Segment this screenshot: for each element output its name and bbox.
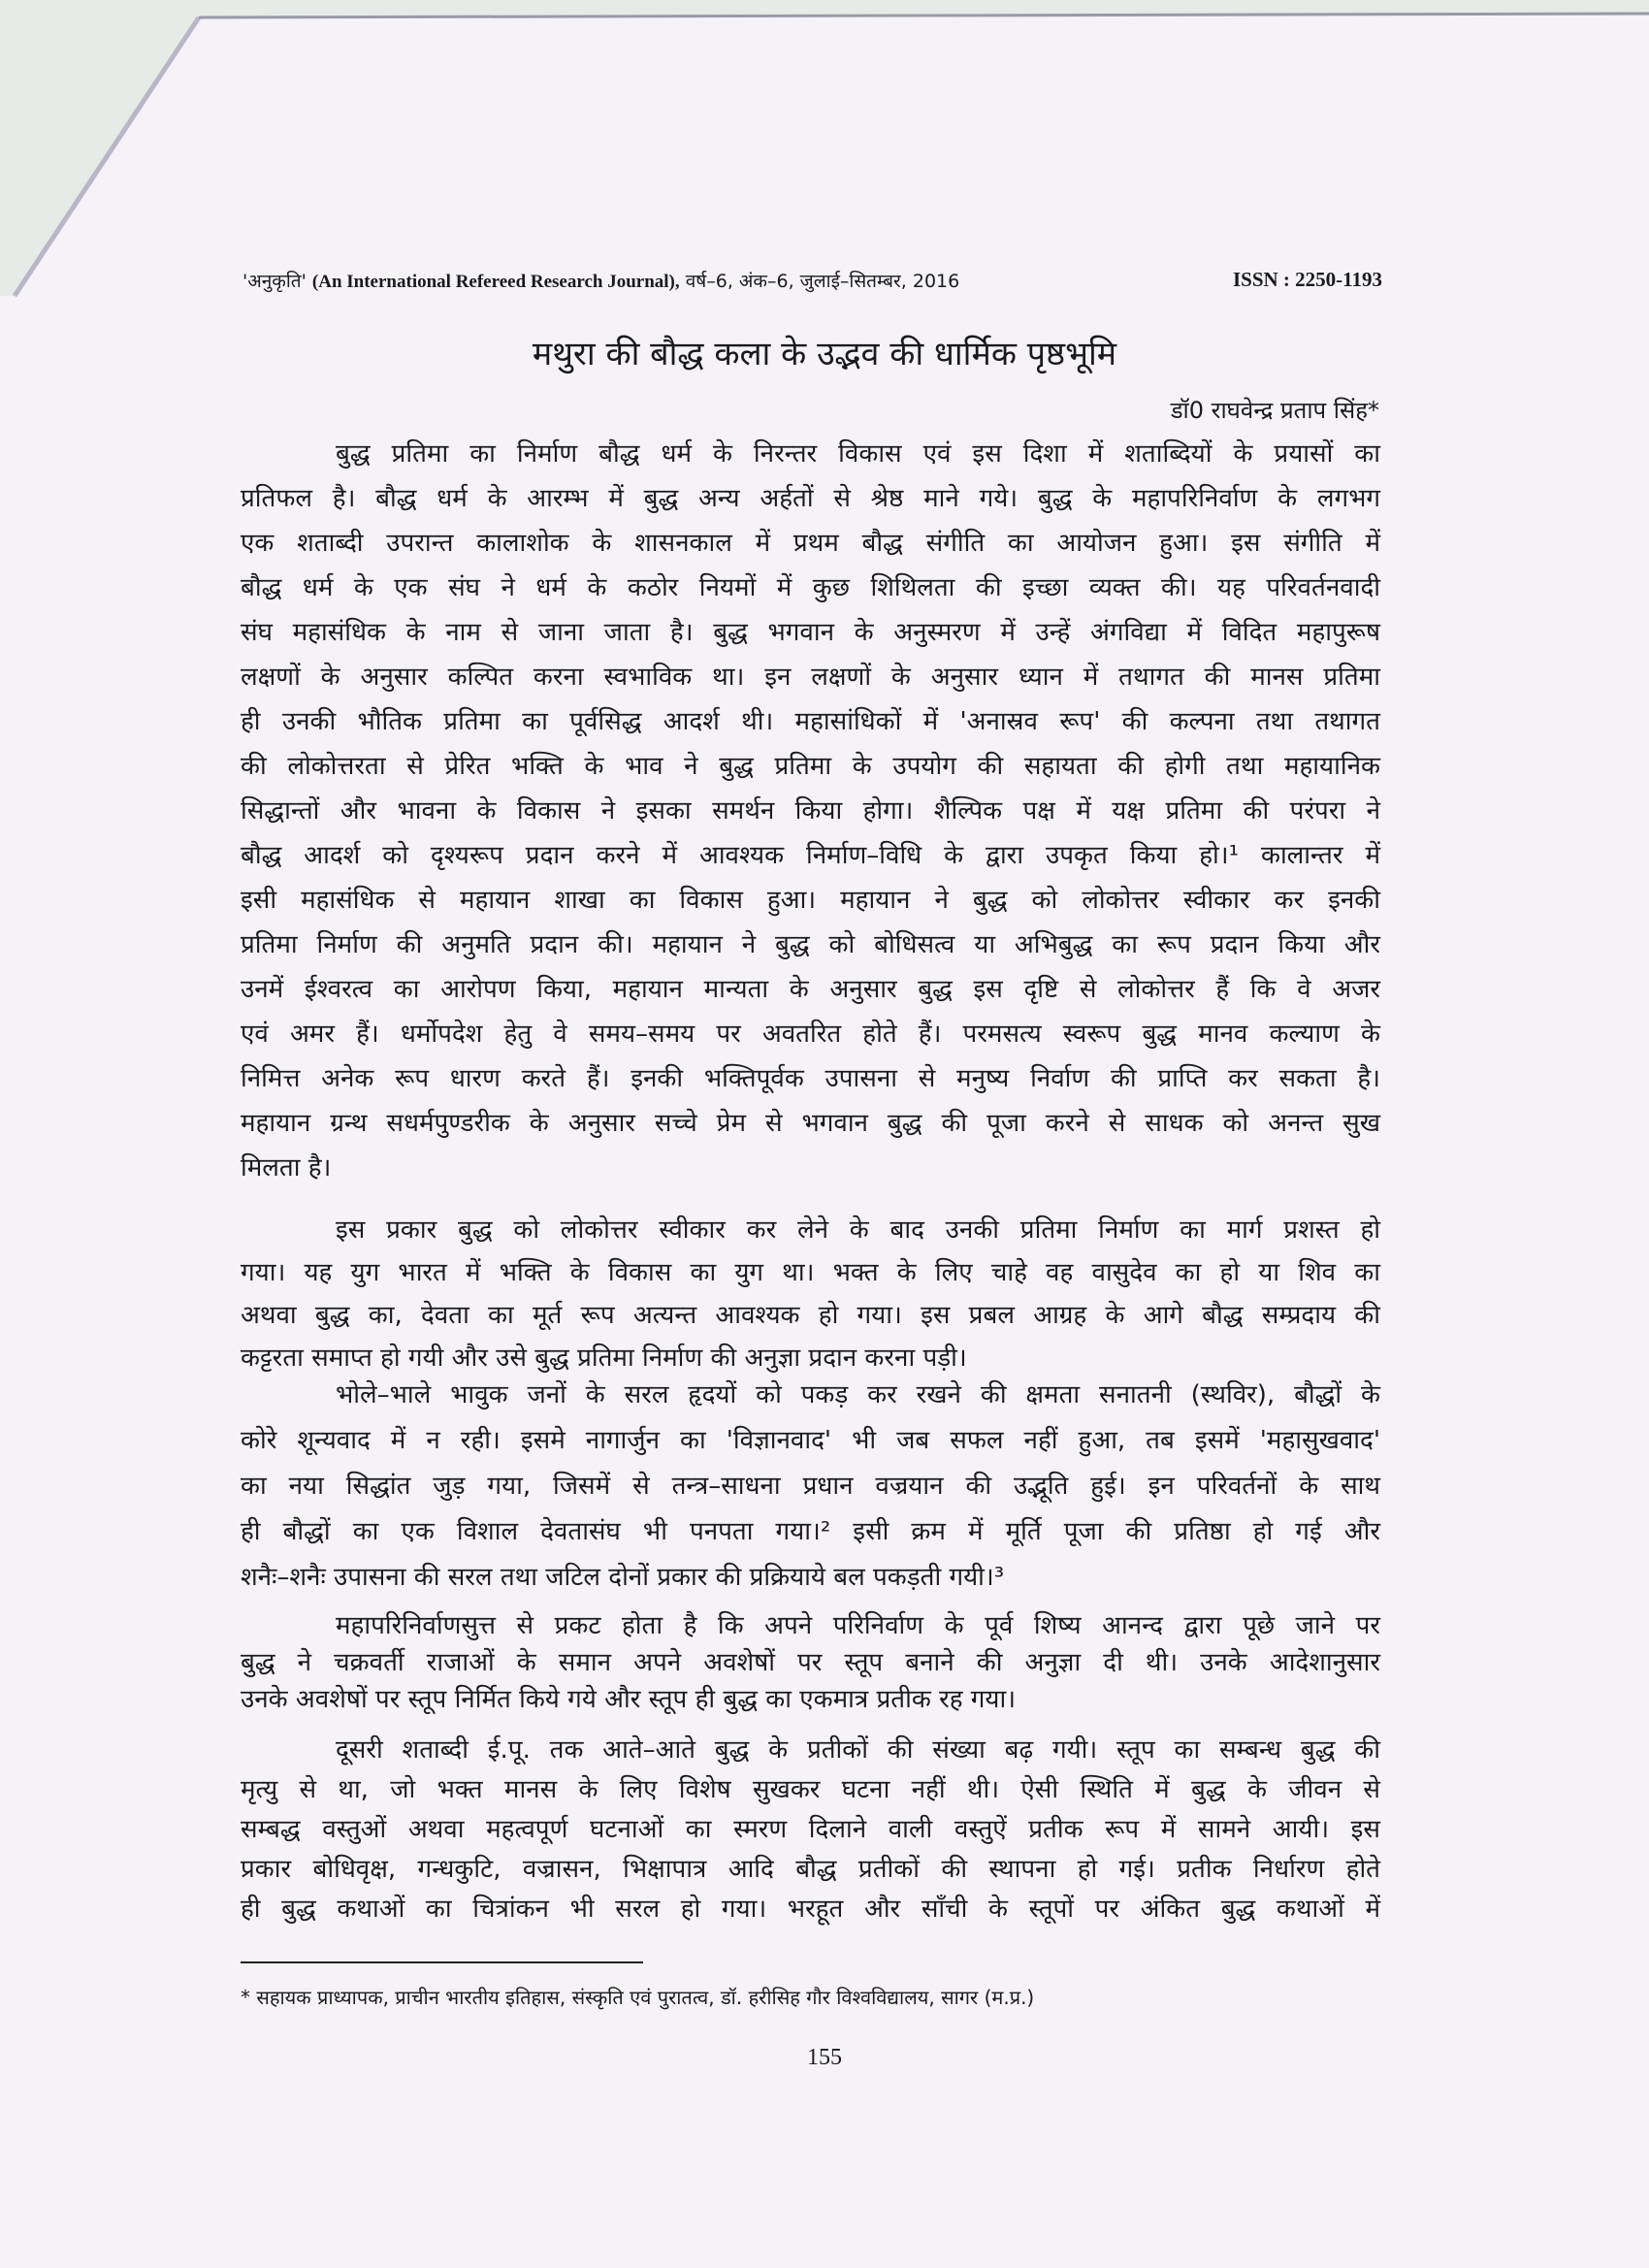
text-line: महापरिनिर्वाणसुत्त से प्रकट होता है कि अपने परिनिर्वाण के पूर्व शिष्य आनन्द द्वारा पूछे जाने पर	[336, 1611, 1380, 1640]
article-title: मथुरा की बौद्ध कला के उद्भव की धार्मिक पृष्ठभूमि	[532, 335, 1117, 373]
text-line: मिलता है।	[241, 1153, 332, 1183]
text-line: शनैः–शनैः उपासना की सरल तथा जटिल दोनों प्रकार की प्रक्रियाये बल पकड़ती गयी।³	[241, 1563, 1005, 1592]
text-line: लक्षणों के अनुसार कल्पित करना स्वभाविक था। इन लक्षणों के अनुसार ध्यान में तथागत की मानस प्रतिमा	[241, 663, 1380, 692]
text-line: दूसरी शताब्दी ई.पू. तक आते–आते बुद्ध के प्रतीकों की संख्या बढ़ गयी। स्तूप का सम्बन्ध बुद्ध की	[336, 1735, 1380, 1765]
text-line: प्रतिमा निर्माण की अनुमति प्रदान की। महायान ने बुद्ध को बोधिसत्व या अभिबुद्ध का रूप प्रदान किया और	[241, 930, 1380, 959]
paragraph-2	[241, 1209, 1380, 1379]
text-line: संघ महासंधिक के नाम से जाना जाता है। बुद्ध भगवान के अनुस्मरण में उन्हें अंगविद्या में विदित महापुरूष	[241, 618, 1380, 647]
text-line: कट्टरता समाप्त हो गयी और उसे बुद्ध प्रतिमा निर्माण की अनुज्ञा प्रदान करना पड़ी।	[241, 1344, 967, 1373]
journal-name-english: (An International Refereed Research Journal),	[311, 272, 680, 292]
text-line: उनके अवशेषों पर स्तूप निर्मित किये गये और स्तूप ही बुद्ध का एकमात्र प्रतीक रह गया।	[241, 1685, 1017, 1714]
text-line: बुद्ध ने चक्रवर्ती राजाओं के समान अपने अवशेषों पर स्तूप बनाने की अनुज्ञा दी थी। उनके आदेशानुसार	[241, 1648, 1380, 1677]
journal-header	[242, 268, 1382, 293]
text-line: प्रतिफल है। बौद्ध धर्म के आरम्भ में बुद्ध अन्य अर्हतों से श्रेष्ठ माने गये। बुद्ध के महापरिनिर्वाण के लगभग	[241, 484, 1380, 513]
text-line: बौद्ध धर्म के एक संघ ने धर्म के कठोर नियमों में कुछ शिथिलता की इच्छा व्यक्त की। यह परिवर्तनवादी	[241, 573, 1380, 602]
text-line: ही बुद्ध कथाओं का चित्रांकन भी सरल हो गया। भरहूत और साँची के स्तूपों पर अंकित बुद्ध कथाओं में	[241, 1895, 1380, 1924]
footnote-divider	[241, 1961, 643, 1963]
paragraph-3	[241, 1373, 1380, 1601]
author-name: डॉ0 राघवेन्द्र प्रताप सिंह*	[1170, 397, 1379, 424]
paragraph-5	[241, 1731, 1380, 1929]
paragraph-4	[241, 1607, 1380, 1718]
text-line: उनमें ईश्वरत्व का आरोपण किया, महायान मान्यता के अनुसार बुद्ध इस दृष्टि से लोकोत्तर हैं कि वे अजर	[241, 975, 1380, 1004]
text-line: कोरे शून्यवाद में न रही। इसमे नागार्जुन का 'विज्ञानवाद' भी जब सफल नहीं हुआ, तब इसमें 'महासुखवाद'	[241, 1426, 1380, 1455]
journal-issue: वर्ष–6, अंक–6, जुलाई–सितम्बर, 2016	[685, 271, 960, 292]
text-line: का नया सिद्धांत जुड़ गया, जिसमें से तन्त्र–साधना प्रधान वज्रयान की उद्भूति हुई। इन परिवर्तनों के साथ	[241, 1472, 1380, 1501]
text-line: की लोकोत्तरता से प्रेरित भक्ति के भाव ने बुद्ध प्रतिमा के उपयोग की सहायता की होगी तथा महायानिक	[241, 752, 1380, 781]
journal-citation	[242, 268, 959, 293]
text-line: ही बौद्धों का एक विशाल देवतासंघ भी पनपता गया।² इसी क्रम में मूर्ति पूजा की प्रतिष्ठा हो गई और	[241, 1517, 1380, 1546]
text-line: भोले–भाले भावुक जनों के सरल हृदयों को पकड़ कर रखने की क्षमता सनातनी (स्थविर), बौद्धों के	[336, 1380, 1380, 1409]
text-line: इस प्रकार बुद्ध को लोकोत्तर स्वीकार कर लेने के बाद उनकी प्रतिमा निर्माण का मार्ग प्रशस्त हो	[336, 1215, 1380, 1245]
text-line: महायान ग्रन्थ सधर्मपुण्डरीक के अनुसार सच्चे प्रेम से भगवान बुद्ध की पूजा करने से साधक को अनन्त सुख	[241, 1109, 1380, 1138]
page-number: 155	[807, 2045, 842, 2070]
text-line: निमित्त अनेक रूप धारण करते हैं। इनकी भक्तिपूर्वक उपासना से मनुष्य निर्वाण की प्राप्ति कर सकता है।	[241, 1064, 1380, 1093]
text-line: बुद्ध प्रतिमा का निर्माण बौद्ध धर्म के निरन्तर विकास एवं इस दिशा में शताब्दियों के प्रयासों का	[336, 439, 1380, 469]
paragraph-1	[241, 432, 1380, 1190]
text-line: बौद्ध आदर्श को दृश्यरूप प्रदान करने में आवश्यक निर्माण–विधि के द्वारा उपकृत किया हो।¹ कालान्तर में	[241, 841, 1380, 870]
journal-name-hindi: 'अनुकृति'	[242, 271, 307, 292]
text-line: सिद्धान्तों और भावना के विकास ने इसका समर्थन किया होगा। शैल्पिक पक्ष में यक्ष प्रतिमा की परंपरा ने	[241, 796, 1380, 826]
text-line: इसी महासंधिक से महायान शाखा का विकास हुआ। महायान ने बुद्ध को लोकोत्तर स्वीकार कर इनकी	[241, 886, 1380, 915]
footnote: * सहायक प्राध्यापक, प्राचीन भारतीय इतिहास, संस्कृति एवं पुरातत्व, डॉ. हरीसिह गौर विश्वविद्यालय, सागर (म.प्र.)	[241, 1986, 1035, 2009]
issn: ISSN : 2250-1193	[1232, 268, 1382, 291]
text-line: मृत्यु से था, जो भक्त मानस के लिए विशेष सुखकर घटना नहीं थी। ऐसी स्थिति में बुद्ध के जीवन से	[241, 1775, 1380, 1804]
text-line: एवं अमर हैं। धर्मोपदेश हेतु वे समय–समय पर अवतरित होते हैं। परमसत्य स्वरूप बुद्ध मानव कल्याण के	[241, 1020, 1380, 1049]
text-line: अथवा बुद्ध का, देवता का मूर्त रूप अत्यन्त आवश्यक हो गया। इस प्रबल आग्रह के आगे बौद्ध सम्प्रदाय की	[241, 1301, 1380, 1330]
text-line: सम्बद्ध वस्तुओं अथवा महत्वपूर्ण घटनाओं का स्मरण दिलाने वाली वस्तुऐं प्रतीक रूप में सामने आयी। इस	[241, 1815, 1380, 1844]
text-line: ही उनकी भौतिक प्रतिमा का पूर्वसिद्ध आदर्श थी। महासांधिकों में 'अनास्रव रूप' की कल्पना तथा तथागत	[241, 707, 1380, 736]
text-line: गया। यह युग भारत में भक्ति के विकास का युग था। भक्त के लिए चाहे वह वासुदेव का हो या शिव का	[241, 1258, 1380, 1287]
text-line: प्रकार बोधिवृक्ष, गन्धकुटि, वज्रासन, भिक्षापात्र आदि बौद्ध प्रतीकों की स्थापना हो गई। प्रतीक निर्धारण होते	[241, 1855, 1380, 1884]
text-line: एक शताब्दी उपरान्त कालाशोक के शासनकाल में प्रथम बौद्ध संगीति का आयोजन हुआ। इस संगीति में	[241, 529, 1380, 558]
